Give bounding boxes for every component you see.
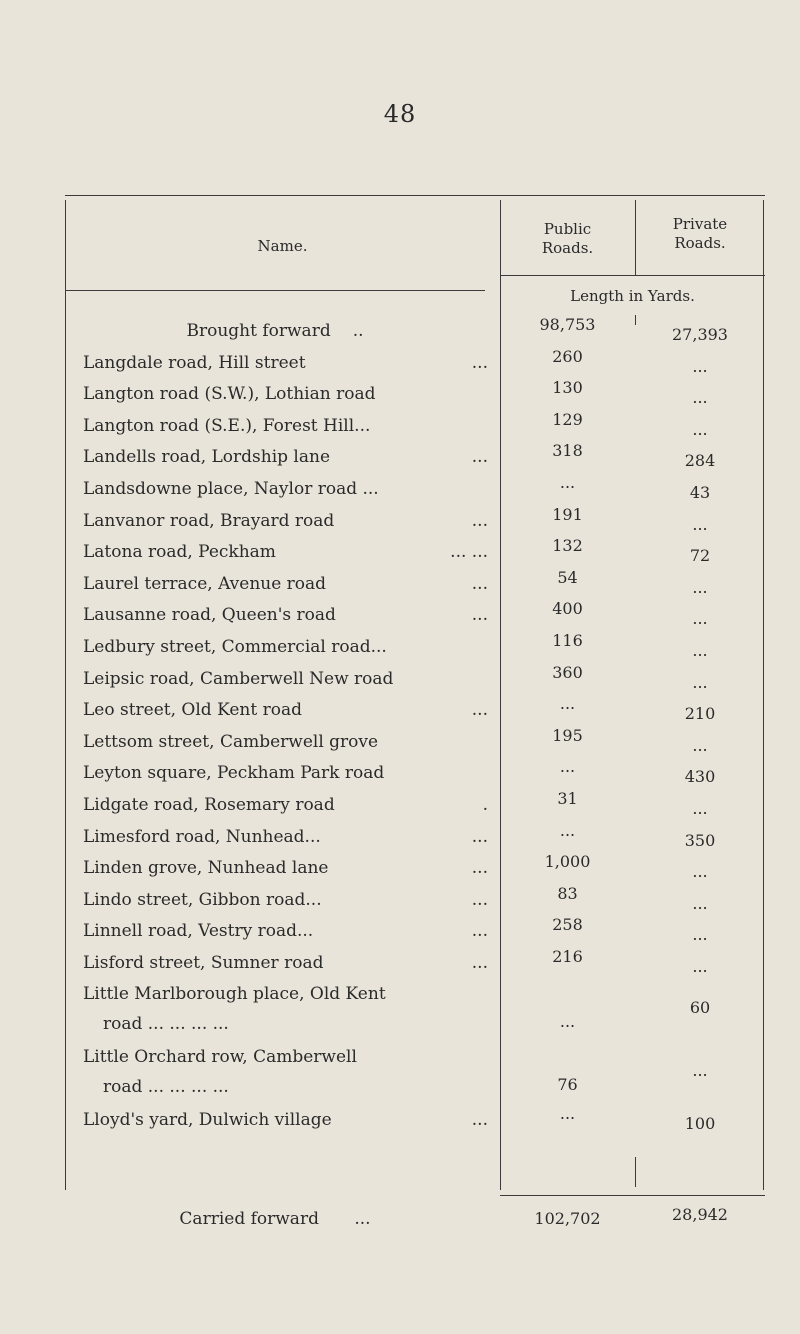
table-row [65, 378, 765, 410]
footer-label [65, 1209, 485, 1229]
public-length: 260 [552, 346, 583, 366]
public-length: 129 [552, 409, 583, 429]
private-length: ... [692, 798, 708, 818]
footer-dots: ... [354, 1209, 371, 1229]
header-public-line1: Public [543, 220, 592, 238]
leader-dots: ... [471, 700, 488, 721]
table-row [65, 884, 765, 916]
carried-forward-row [65, 1205, 765, 1235]
road-name [83, 416, 488, 436]
public-length: 130 [552, 378, 583, 398]
public-length: 31 [557, 788, 578, 808]
road-name [83, 384, 488, 404]
private-length: ... [692, 925, 708, 945]
table-row [65, 726, 765, 758]
private-length: 72 [689, 546, 711, 566]
private-length: ... [692, 356, 708, 376]
public-length: ... [559, 1104, 576, 1124]
road-name-text: Lindo street, Gibbon road... [83, 889, 322, 910]
road-name-text: Lisford street, Sumner road [83, 952, 324, 973]
table-row [65, 978, 765, 1041]
road-name [83, 447, 488, 467]
road-name [83, 827, 488, 847]
private-length: ... [692, 640, 708, 660]
leader-dots: ... [471, 352, 488, 373]
table-row [65, 947, 765, 979]
private-length: ... [692, 862, 708, 882]
roads-table [65, 195, 765, 1229]
leader-dots: ... [471, 1110, 488, 1131]
road-name-text: Leyton square, Peckham Park road [83, 763, 385, 784]
road-name [83, 921, 488, 941]
road-name-text: Lidgate road, Rosemary road [83, 794, 335, 815]
public-length: 54 [557, 567, 578, 587]
road-name-text: Landells road, Lordship lane [83, 447, 331, 468]
table-row [65, 821, 765, 853]
leader-dots: ... [471, 605, 488, 626]
leader-dots: ... [471, 952, 488, 973]
private-length: 210 [684, 704, 716, 724]
header-name: Name. [257, 237, 308, 255]
table-top-rule [65, 195, 765, 196]
header-public [500, 220, 635, 258]
road-name [83, 669, 488, 689]
road-name-text: Lettsom street, Camberwell grove [83, 731, 379, 752]
private-length: 43 [689, 482, 711, 502]
private-length: 284 [684, 451, 716, 471]
table-row [65, 473, 765, 505]
public-length: 76 [557, 1075, 578, 1095]
table-row [65, 1104, 765, 1136]
leader-dots: ... [471, 858, 488, 879]
road-name-text: Langdale road, Hill street [83, 352, 306, 373]
leader-dots: ... [471, 889, 488, 910]
private-length: ... [692, 609, 708, 629]
road-name [83, 700, 488, 720]
header-private-line1: Private [672, 215, 728, 233]
road-name-line2: road ... ... ... ... [103, 1014, 229, 1035]
table-row [65, 631, 765, 663]
road-name-line2: road ... ... ... ... [103, 1077, 229, 1098]
public-length: ... [559, 694, 576, 714]
road-name [83, 984, 488, 1034]
table-row [65, 536, 765, 568]
road-name [83, 542, 488, 562]
private-length: ... [692, 956, 708, 976]
table-row [65, 663, 765, 695]
table-row [65, 789, 765, 821]
road-name-text: Limesford road, Nunhead... [83, 826, 321, 847]
public-length: 116 [552, 630, 583, 650]
road-name [83, 511, 488, 531]
page-number: 48 [383, 100, 417, 128]
road-name-text: Leo street, Old Kent road [83, 700, 302, 721]
leader-dots: ... [471, 510, 488, 531]
table-row [65, 568, 765, 600]
table-row [65, 915, 765, 947]
table-row [65, 757, 765, 789]
public-length: 360 [552, 662, 583, 682]
road-name-text: Langton road (S.E.), Forest Hill... [83, 415, 371, 436]
road-name-text: Langton road (S.W.), Lothian road [83, 384, 376, 405]
table-row [65, 315, 765, 347]
road-name [65, 321, 485, 341]
footer-name: Carried forward [179, 1209, 319, 1229]
private-length: ... [692, 1061, 708, 1081]
road-name [83, 1047, 488, 1097]
public-length: 132 [552, 536, 583, 556]
footer-public: 102,702 [534, 1209, 601, 1228]
private-length: 100 [684, 1114, 716, 1134]
table-body [65, 315, 765, 1136]
leader-dots: ... [471, 573, 488, 594]
public-length: ... [559, 1012, 576, 1032]
road-name-text: Ledbury street, Commercial road... [83, 636, 387, 657]
public-length: 191 [552, 504, 583, 524]
leader-dots: ... ... [450, 542, 488, 563]
road-name-text: Linden grove, Nunhead lane [83, 858, 329, 879]
road-name [83, 605, 488, 625]
public-length: 83 [557, 883, 578, 903]
road-name-text: Lloyd's yard, Dulwich village [83, 1110, 332, 1131]
road-name-text: Leipsic road, Camberwell New road [83, 668, 394, 689]
private-length: ... [692, 735, 708, 755]
leader-dots: ... [471, 921, 488, 942]
leader-dots: ... [471, 447, 488, 468]
header-private-line2: Roads. [674, 234, 726, 252]
road-name [83, 353, 488, 373]
table-row [65, 347, 765, 379]
road-name-text: Linnell road, Vestry road... [83, 921, 314, 942]
private-length: 60 [689, 998, 711, 1018]
private-length: ... [692, 577, 708, 597]
table-row [65, 852, 765, 884]
column-divider-bottom [635, 1157, 636, 1187]
table-row [65, 410, 765, 442]
public-length: ... [559, 757, 576, 777]
private-length: 430 [684, 767, 716, 787]
header-bottom-rule [500, 275, 765, 276]
header-private [635, 215, 765, 253]
public-length: 216 [552, 946, 583, 966]
table-row [65, 441, 765, 473]
public-length: ... [559, 820, 576, 840]
table-row [65, 599, 765, 631]
leader-dots: . [482, 794, 488, 815]
private-length: 27,393 [672, 325, 728, 344]
public-length: 195 [552, 725, 583, 745]
road-name [83, 574, 488, 594]
private-length: ... [692, 514, 708, 534]
private-length: ... [692, 419, 708, 439]
road-name-line1: Little Orchard row, Camberwell [83, 1047, 357, 1068]
road-name-text: Lanvanor road, Brayard road [83, 510, 335, 531]
road-name-text: Landsdowne place, Naylor road ... [83, 478, 379, 499]
road-name-text: Lausanne road, Queen's road [83, 605, 336, 626]
table-row [65, 1041, 765, 1104]
public-length: 318 [552, 441, 583, 461]
road-name [83, 732, 488, 752]
public-length: 98,753 [539, 315, 596, 334]
units-label: Length in Yards. [570, 287, 695, 305]
road-name-line1: Little Marlborough place, Old Kent [83, 984, 386, 1005]
private-length: ... [692, 388, 708, 408]
public-length: ... [559, 472, 576, 492]
footer-private: 28,942 [672, 1205, 728, 1224]
table-row [65, 505, 765, 537]
road-name-text: Latona road, Peckham [83, 542, 276, 563]
private-length: ... [692, 893, 708, 913]
road-name [83, 479, 488, 499]
leader-dots: ... [471, 826, 488, 847]
public-length: 400 [552, 599, 583, 619]
road-name [83, 1110, 488, 1130]
public-length: 258 [552, 915, 583, 935]
name-header-rule [65, 290, 485, 291]
leader-dots: .. [352, 321, 364, 341]
road-name [83, 795, 488, 815]
road-name-text: Laurel terrace, Avenue road [83, 573, 327, 594]
private-length: 350 [684, 830, 716, 850]
road-name [83, 763, 488, 783]
road-name [83, 858, 488, 878]
total-rule [500, 1195, 765, 1196]
table-row [65, 694, 765, 726]
road-name [83, 953, 488, 973]
road-name [83, 890, 488, 910]
road-name [83, 637, 488, 657]
private-length: ... [692, 672, 708, 692]
header-public-line2: Roads. [541, 239, 594, 257]
public-length: 1,000 [544, 852, 591, 872]
road-name-text: Brought forward [186, 321, 331, 341]
